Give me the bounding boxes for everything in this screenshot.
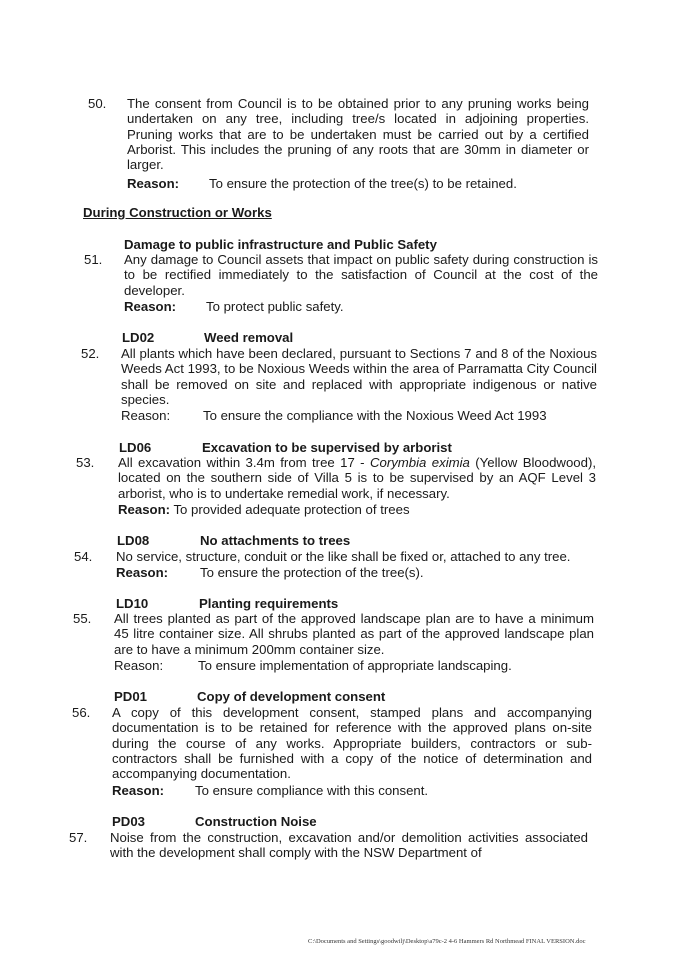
condition-code: PD01 — [114, 689, 147, 704]
condition-title: Weed removal — [204, 330, 294, 345]
reason-text: To ensure the protection of the tree(s) to be retained. — [209, 176, 517, 191]
condition-title: Excavation to be supervised by arborist — [202, 440, 452, 455]
condition-code: LD08 — [117, 533, 150, 548]
condition-code: PD03 — [112, 814, 145, 829]
condition-text: Any damage to Council assets that impact on public safety during construction is to be rectified immediately to the satisfaction of Council at the cost of the developer. — [124, 252, 598, 298]
condition-text-part: All excavation within 3.4m from tree 17 - — [118, 455, 365, 470]
reason-line — [124, 299, 344, 314]
footer-file-path: C:\Documents and Settings\goodwilj\Desktop\a79c-2 4-6 Hammers Rd Northmead FINAL VERSION.doc — [308, 938, 586, 945]
item-number: 55. — [73, 611, 92, 626]
condition-text: All plants which have been declared, pursuant to Sections 7 and 8 of the Noxious Weeds Act 1993, to be Noxious Weeds within the area of Parramatta City Council shall be removed on site and replaced with appropriate indigenous or native species. — [121, 346, 597, 407]
item-number: 51. — [84, 252, 103, 267]
condition-text: The consent from Council is to be obtained prior to any pruning works being undertaken on any tree, including tree/s located in adjoining properties. Pruning works that are to be undertaken must be carried out by a certified Arborist. This includes the pruning of any roots that are 30mm in diameter or larger. — [127, 96, 589, 173]
reason-line — [116, 565, 424, 580]
reason-line — [121, 408, 547, 423]
item-number: 54. — [74, 549, 93, 564]
reason-line — [127, 176, 517, 191]
reason-label: Reason: — [116, 565, 169, 580]
condition-text: All trees planted as part of the approved landscape plan are to have a minimum 45 litre container size. All shrubs planted as part of the approved landscape plan are to have a minimum 200mm container size. — [114, 611, 594, 657]
condition-code: LD10 — [116, 596, 149, 611]
section-heading: During Construction or Works — [83, 205, 272, 220]
condition-code: LD06 — [119, 440, 152, 455]
condition-title: Copy of development consent — [197, 689, 386, 704]
item-number: 50. — [88, 96, 107, 111]
reason-line — [118, 502, 410, 517]
reason-line — [114, 658, 512, 673]
condition-text: A copy of this development consent, stamped plans and accompanying documentation is to be retained for reference with the approved plans on-site during the course of any works. Appropriate builders, contractors or sub-contractors shall be furnished with a copy of the notice of determination and accompanying documentation. — [112, 705, 592, 782]
reason-label: Reason: — [121, 408, 171, 423]
reason-text: To ensure implementation of appropriate landscaping. — [198, 658, 512, 673]
condition-title: Planting requirements — [199, 596, 339, 611]
reason-text: To protect public safety. — [206, 299, 344, 314]
condition-text — [118, 455, 596, 501]
reason-text: To ensure compliance with this consent. — [195, 783, 429, 798]
condition-text: Noise from the construction, excavation and/or demolition activities associated with the development shall comply with the NSW Department of — [110, 830, 588, 861]
reason-label: Reason: — [114, 658, 164, 673]
reason-label: Reason: — [118, 502, 171, 517]
reason-text: To ensure the protection of the tree(s). — [200, 565, 424, 580]
condition-text: No service, structure, conduit or the like shall be fixed or, attached to any tree. — [116, 549, 571, 564]
item-number: 52. — [81, 346, 100, 361]
reason-label: Reason: — [127, 176, 180, 191]
species-name: Corymbia eximia — [369, 455, 470, 470]
reason-line — [112, 783, 428, 798]
item-number: 56. — [72, 705, 91, 720]
reason-text: To ensure the compliance with the Noxious Weed Act 1993 — [203, 408, 547, 423]
condition-text-part: (Yellow Bloodwood), located on the southern side of Villa 5 is to be supervised by an AQF Level 3 arborist, who is to undertake remedial work, if necessary. — [118, 455, 597, 501]
condition-code: LD02 — [122, 330, 155, 345]
condition-title: Construction Noise — [195, 814, 317, 829]
reason-label: Reason: — [124, 299, 177, 314]
condition-title: Damage to public infrastructure and Public Safety — [124, 237, 437, 252]
condition-title: No attachments to trees — [200, 533, 351, 548]
reason-label: Reason: — [112, 783, 165, 798]
reason-text: To provided adequate protection of trees — [173, 502, 410, 517]
item-number: 53. — [76, 455, 95, 470]
item-number: 57. — [69, 830, 88, 845]
